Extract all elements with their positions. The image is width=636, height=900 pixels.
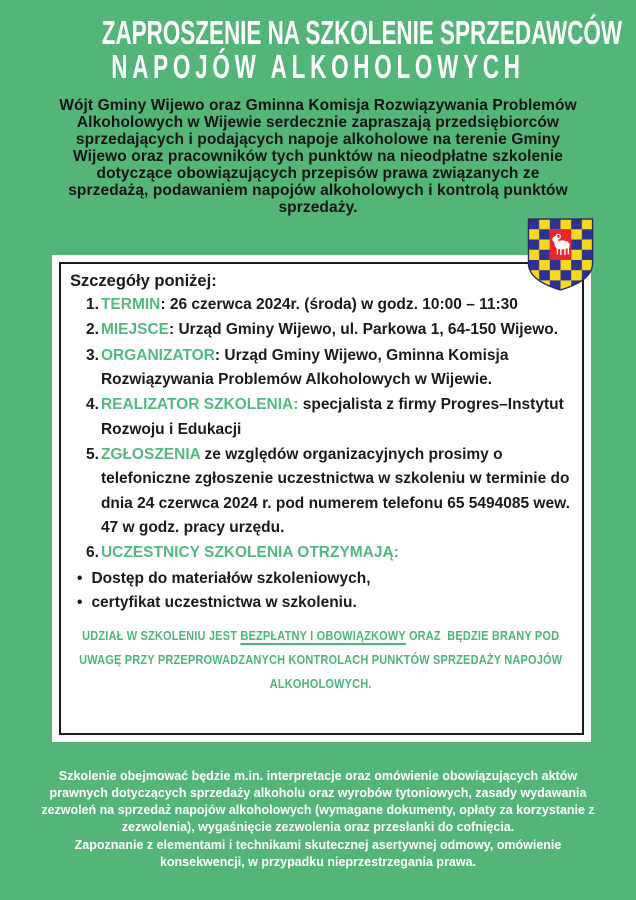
bullet-text: certyfikat uczestnictwa w szkoleniu. <box>91 593 357 611</box>
notice-after: ORAZ BĘDZIE BRANY POD UWAGĘ PRZY PRZEPROWADZANYCH KONTROLACH PUNKTÓW SPRZEDAŻY NAPOJÓW ALKOHOLOWYCH. <box>78 628 565 691</box>
footer-paragraph-2: Zapoznanie z elementami i technikami skutecznej asertywnej odmowy, omówienie konsekwencji, w przypadku nieprzestrzegania prawa. <box>74 837 562 869</box>
item-label: MIEJSCE <box>100 321 169 339</box>
benefits-list <box>69 567 572 616</box>
item-label: TERMIN <box>100 296 161 313</box>
list-item-zgloszenia <box>86 443 572 540</box>
item-separator: : <box>169 321 175 339</box>
item-number: 5. <box>86 445 99 463</box>
poster-title <box>0 0 636 85</box>
bullet-text: Dostęp do materiałów szkoleniowych, <box>91 569 371 587</box>
bullet-item-materials <box>77 567 572 591</box>
item-text: ze względów organizacyjnych prosimy o telefoniczne zgłoszenie uczestnictwa w szkoleniu w terminie do dnia 24 czerwca 2024 r. pod numerem telefonu 65 5494085 wew. 47 w godz. pracy urzędu. <box>100 445 570 536</box>
item-separator: : <box>214 346 221 364</box>
item-separator: : <box>160 296 166 313</box>
item-text: 26 czerwca 2024r. (środa) w godz. 10:00 – 11:30 <box>165 296 518 313</box>
item-text: Urząd Gminy Wijewo, ul. Parkowa 1, 64-150 Wijewo. <box>174 321 559 339</box>
footer-text <box>0 768 636 871</box>
item-body <box>101 541 399 565</box>
list-item-termin <box>86 293 572 317</box>
title-line-2: NAPOJÓW ALKOHOLOWYCH <box>111 48 525 86</box>
item-body <box>101 393 572 442</box>
item-body <box>101 293 518 317</box>
wijewo-coat-of-arms-icon <box>526 217 595 292</box>
card-border <box>59 262 584 735</box>
item-text: specjalista z firmy Progres–Instytut Rozwoju i Edukacji <box>100 396 564 438</box>
notice-before: UDZIAŁ W SZKOLENIU JEST <box>81 628 241 644</box>
item-number: 6. <box>86 544 99 562</box>
list-item-organizator <box>86 344 572 393</box>
card-heading: Szczegóły poniżej: <box>70 272 217 290</box>
item-text: Urząd Gminy Wijewo, Gminna Komisja Rozwiązywania Problemów Alkoholowych w Wijewie. <box>100 346 509 388</box>
item-label: ZGŁOSZENIA <box>100 445 201 463</box>
item-label: UCZESTNICY SZKOLENIA OTRZYMAJĄ: <box>100 544 399 562</box>
item-number: 2. <box>86 321 99 339</box>
item-body <box>101 443 572 540</box>
details-card <box>52 255 591 742</box>
bullet-item-certificate <box>77 591 572 615</box>
details-list <box>69 293 572 566</box>
item-number: 1. <box>86 296 99 313</box>
item-number: 3. <box>86 346 99 364</box>
item-body <box>101 318 558 342</box>
footer-paragraph-1: Szkolenie obejmować będzie m.in. interpretacje oraz omówienie obowiązujących aktów prawnych dotyczących sprzedaży alkoholu oraz wyrobów tytoniowych, zasady wydawania zezwoleń na sprzedaż napojów alkoholowych (wymagane dokumenty, opłaty za korzystanie z zezwolenia), wygaśnięcie zezwolenia oraz przesłanki do cofnięcia. <box>41 769 595 835</box>
item-number: 4. <box>86 396 99 414</box>
item-label: REALIZATOR SZKOLENIA: <box>100 396 299 414</box>
bullet-icon: • <box>77 593 83 611</box>
list-item-uczestnicy <box>86 541 572 565</box>
bullet-icon: • <box>77 569 83 587</box>
list-item-miejsce <box>86 318 572 342</box>
participation-notice <box>74 624 567 695</box>
item-label: ORGANIZATOR <box>100 346 215 364</box>
notice-underlined: BEZPŁATNY I OBOWIĄZKOWY <box>240 628 406 644</box>
title-line-1: ZAPROSZENIE NA SZKOLENIE SPRZEDAWCÓW <box>101 14 623 51</box>
item-body <box>101 344 572 393</box>
intro-paragraph: Wójt Gminy Wijewo oraz Gminna Komisja Rozwiązywania Problemów Alkoholowych w Wijewie serdecznie zapraszają przedsiębiorców sprzedających i podających napoje alkoholowe na terenie Gminy Wijewo oraz pracowników tych punktów na nieodpłatne szkolenie dotyczące obowiązujących przepisów prawa związanych ze sprzedażą, podawaniem napojów alkoholowych i kontrolą punktów sprzedaży. <box>59 96 577 216</box>
list-item-realizator <box>86 393 572 442</box>
